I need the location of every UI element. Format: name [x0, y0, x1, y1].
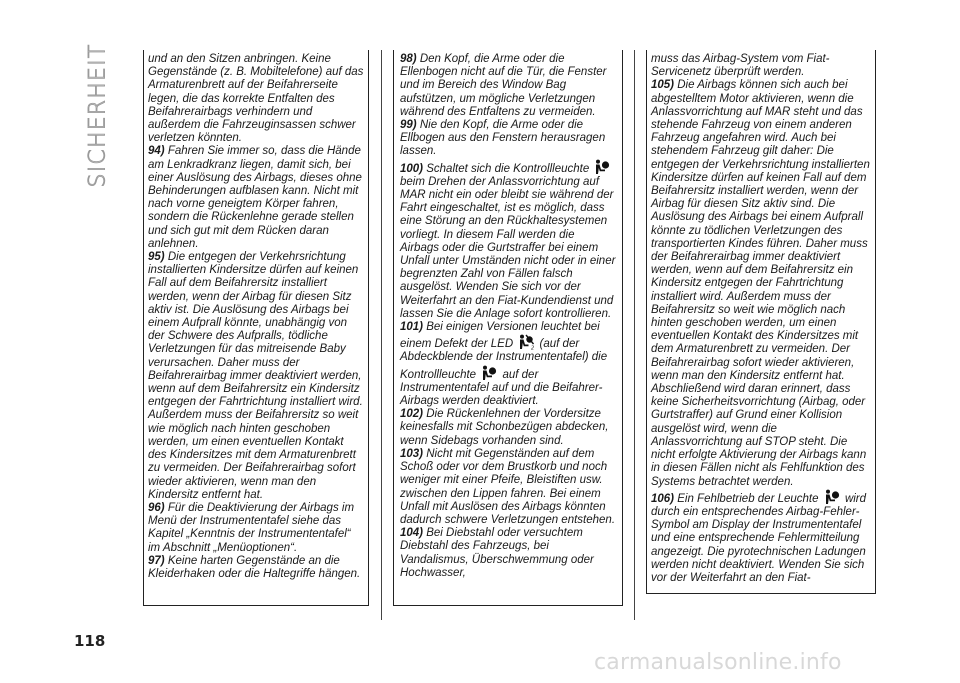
warning-text: Nie den Kopf, die Arme oder die Ellbogen aus den Fenstern herausragen lassen.	[400, 119, 606, 158]
warning-number: 101)	[400, 321, 424, 334]
warning-number: 106)	[651, 492, 675, 505]
text-column-3	[646, 50, 876, 594]
page-number: 118	[74, 632, 106, 650]
warning-99	[400, 119, 616, 159]
warning-97	[148, 555, 364, 581]
warning-number: 104)	[400, 527, 424, 540]
warning-101	[400, 321, 616, 408]
warning-105	[651, 79, 871, 488]
airbag-warning-icon	[824, 489, 840, 505]
airbag-warning-icon	[594, 159, 610, 175]
warning-text-continued: wird durch ein entsprechendes Airbag-Fehler-Symbol am Display der Instrumententafel und eine entsprechende Fehlermitteilung angezeigt. Die pyrotechnischen Ladungen werden nicht deaktiviert. Wenden Sie sich vor der Weiterfahrt an den Fiat-	[651, 492, 867, 584]
watermark: carmanualsonline.info	[594, 650, 842, 675]
warning-number: 103)	[400, 447, 424, 460]
warning-text: Nicht mit Gegenständen auf dem Schoß oder vor dem Brustkorb und noch weniger mit einer Pfeife, Bleistiften usw. zwischen den Lippen fahren. Bei einem Unfall mit Auslösen des Airbags könnten dadurch schwere Verletzungen entstehen.	[400, 447, 616, 526]
warning-number: 97)	[148, 554, 165, 567]
warning-text: Den Kopf, die Arme oder die Ellenbogen nicht auf die Tür, die Fenster und im Bereich des Window Bag aufstützen, um mögliche Verletzungen während des Entfaltens zu vermeiden.	[400, 53, 607, 118]
column-divider-2	[634, 50, 635, 620]
warning-text: Fahren Sie immer so, dass die Hände am Lenkradkranz liegen, damit sich, bei einer Auslösung des Airbags, dieses ohne Behinderungen aufblasen kann. Nicht mit nach vorne geneigtem Körper fahren, sondern die Rückenlehne gerade stellen und sich gut mit dem Rücken daran anlehnen.	[148, 145, 362, 250]
paragraph-intro: und an den Sitzen anbringen. Keine Gegenstände (z. B. Mobiltelefone) auf das Armaturenbrett auf der Beifahrerseite legen, die das korrekte Entfalten des Beifahrerairbags verhindern und außerdem die Fahrzeuginsassen schwer verletzen könnten.	[148, 53, 364, 145]
warning-text: Keine harten Gegenstände an die Kleiderhaken oder die Haltegriffe hängen.	[148, 554, 361, 580]
warning-text: Bei einigen Versionen leuchtet bei einem Defekt der LED	[400, 321, 600, 351]
warning-106	[651, 489, 871, 585]
warning-text: Die Rückenlehnen der Vordersitze keinesfalls mit Schonbezügen abdecken, wenn Sidebags vorhanden sind.	[400, 408, 609, 447]
text-column-1	[143, 50, 369, 606]
warning-text: Ein Fehlbetrieb der Leuchte	[677, 492, 819, 505]
warning-102	[400, 408, 616, 448]
warning-text: Für die Deaktivierung der Airbags im Menü der Instrumententafel siehe das Kapitel „Kenntnis der Instrumententafel“ im Abschnitt „Menüoptionen“.	[148, 501, 355, 554]
warning-text: Die entgegen der Verkehrsrichtung installierten Kindersitze dürfen auf keinen Fall auf dem Beifahrersitz installiert werden, wenn der Airbag für diesen Sitz aktiv ist. Die Auslösung des Airbags bei einem Aufprall könnte, unabhängig von der Schwere des Aufpralls, tödliche Verletzungen für das mitreisende Baby verursachen. Daher muss der Beifahrerairbag immer deaktiviert werden, wenn auf dem Beifahrersitz ein Kindersitz entgegen der Fahrtrichtung installiert wird. Außerdem muss der Beifahrersitz so weit wie möglich nach hinten geschoben werden, um einen eventuellen Kontakt des Kindersitzes mit dem Armaturenbrett zu vermeiden. Der Beifahrerairbag sofort wieder aktivieren, wenn man den Kindersitz entfernt hat.	[148, 251, 363, 501]
warning-number: 99)	[400, 119, 417, 132]
warning-98	[400, 53, 616, 119]
warning-number: 102)	[400, 408, 424, 421]
warning-103	[400, 448, 616, 527]
svg-text:2: 2	[531, 345, 535, 351]
warning-94	[148, 145, 364, 251]
warning-95	[148, 251, 364, 502]
warning-text-continued: (auf der Abdeckblende der Instrumententafel) die Kontrollleuchte	[400, 338, 608, 381]
section-title: SICHERHEIT	[85, 43, 111, 187]
warning-number: 95)	[148, 251, 165, 264]
text-column-2	[393, 50, 623, 606]
column-divider-1	[381, 50, 382, 620]
warning-number: 96)	[148, 501, 165, 514]
warning-text-continued: beim Drehen der Anlassvorrichtung auf MAR nicht ein oder bleibt sie während der Fahrt eingeschaltet, ist es möglich, dass eine Störung an den Rückhaltesystemen vorliegt. In diesem Fall werden die Airbags oder die Gurtstraffer bei einem Unfall unter Umständen nicht oder in einer begrenzten Zahl von Fällen falsch ausgelöst. Wenden Sie sich vor der Weiterfahrt an den Fiat-Kundendienst und lassen Sie die Anlage sofort kontrollieren.	[400, 175, 616, 320]
airbag-passenger-off-icon	[518, 334, 534, 350]
warning-number: 98)	[400, 53, 417, 65]
paragraph-intro: muss das Airbag-System vom Fiat-Servicenetz überprüft werden.	[651, 53, 830, 79]
warning-104	[400, 527, 616, 580]
warning-100	[400, 159, 616, 321]
warning-text: Schaltet sich die Kontrollleuchte	[426, 162, 590, 175]
warning-text-end: auf der Instrumententafel auf und die Beifahrer-Airbags werden deaktiviert.	[400, 368, 603, 408]
warning-96	[148, 502, 364, 555]
warning-text: Die Airbags können sich auch bei abgestelltem Motor aktivieren, wenn die Anlassvorrichtung auf MAR steht und das stehende Fahrzeug von einem anderen Fahrzeug angefahren wird. Auch bei stehendem Fahrzeug gilt daher: Die entgegen der Verkehrsrichtung installierten Kindersitze dürfen auf keinen Fall auf dem Beifahrersitz installiert werden, wenn der Airbag für diesen Sitz aktiv sind. Die Auslösung des Airbags bei einem Aufprall könnte zu tödlichen Verletzungen des transportierten Kindes führen. Daher muss der Beifahrerairbag immer deaktiviert werden, wenn auf dem Beifahrersitz ein Kindersitz entgegen der Fahrtrichtung installiert wird. Außerdem muss der Beifahrersitz so weit wie möglich nach hinten geschoben werden, um einen eventuellen Kontakt des Kindersitzes mit dem Armaturenbrett zu vermeiden. Der Beifahrerairbag sofort wieder aktivieren, wenn man den Kindersitz entfernt hat. Abschließend wird daran erinnert, dass keine Sicherheitsvorrichtung (Airbag, oder Gurtstraffer) auf Grund einer Kollision ausgelöst wird, wenn die Anlassvorrichtung auf STOP steht. Die nicht erfolgte Aktivierung der Airbags kann in diesen Fällen nicht als Fehlfunktion des Systems betrachtet werden.	[651, 79, 870, 488]
warning-number: 105)	[651, 79, 675, 92]
warning-number: 94)	[148, 145, 165, 158]
section-tab	[82, 40, 114, 190]
warning-number: 100)	[400, 162, 424, 175]
warning-text: Bei Diebstahl oder versuchtem Diebstahl des Fahrzeugs, bei Vandalismus, Überschwemmung oder Hochwasser,	[400, 527, 594, 579]
airbag-warning-icon	[481, 365, 497, 381]
